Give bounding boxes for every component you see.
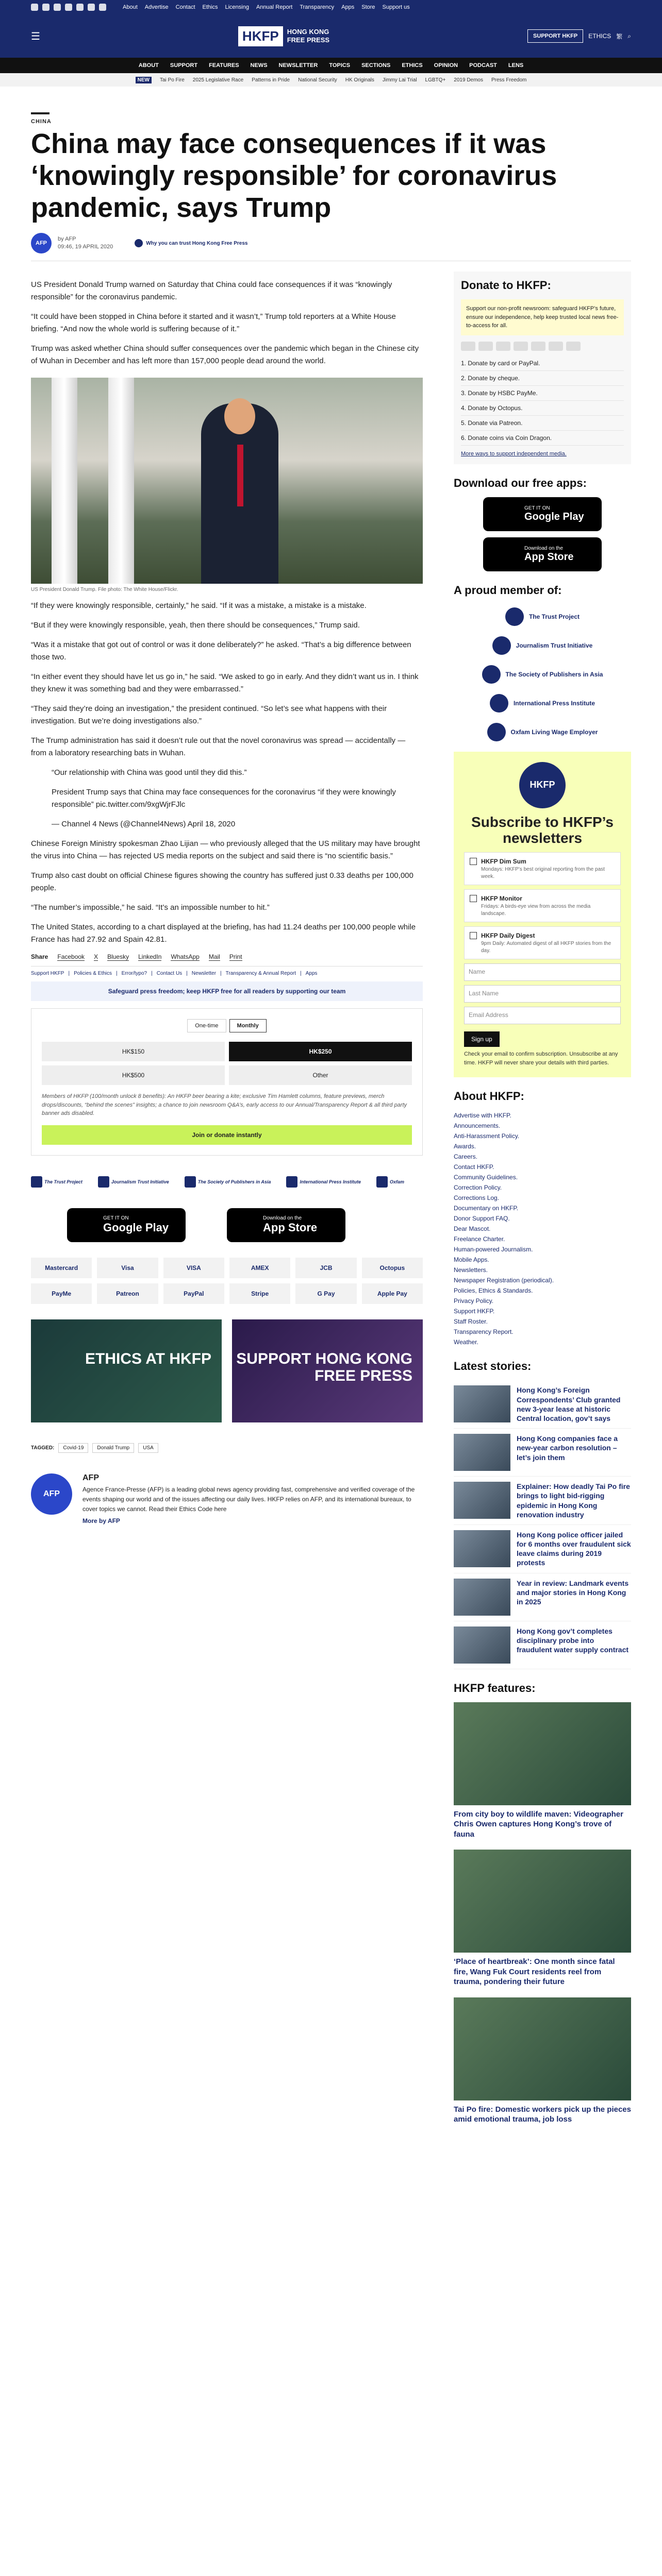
payment-logo: Visa — [97, 1258, 158, 1278]
main-nav — [0, 58, 662, 73]
payment-logo: PayMe — [31, 1283, 92, 1304]
x-icon[interactable] — [42, 4, 49, 11]
monthly-toggle[interactable]: Monthly — [229, 1019, 267, 1032]
about-link[interactable]: Staff Roster. — [454, 1318, 488, 1326]
tag[interactable]: Covid-19 — [58, 1443, 88, 1453]
tweet-source[interactable]: — Channel 4 News (@Channel4News) April 18, 2020 — [52, 820, 236, 829]
checkbox-icon[interactable] — [470, 895, 477, 902]
trending-link[interactable]: 2019 Demos — [454, 77, 483, 83]
payment-logo: G Pay — [295, 1283, 356, 1304]
amount-option[interactable]: HK$150 — [42, 1042, 225, 1061]
trending-link[interactable]: National Security — [298, 77, 337, 83]
payment-logo: PayPal — [163, 1283, 224, 1304]
member-logo[interactable]: The Trust Project — [454, 607, 631, 626]
embedded-tweet — [52, 767, 423, 831]
trending-link[interactable]: Press Freedom — [491, 77, 527, 83]
support-link[interactable]: Support HKFP — [31, 971, 64, 977]
nav-item[interactable]: NEWSLETTER — [278, 62, 318, 69]
nav-item[interactable]: SECTIONS — [361, 62, 391, 69]
about-link[interactable]: Dear Mascot. — [454, 1225, 491, 1233]
nav-item[interactable]: SUPPORT — [170, 62, 198, 69]
support-link[interactable]: Newsletter — [191, 971, 217, 977]
share-facebook[interactable]: Facebook — [57, 953, 85, 961]
donate-heading: Donate to HKFP: — [461, 279, 551, 292]
paragraph: “The number’s impossible,” he said. “It’s an impossible number to hit.” — [31, 903, 270, 912]
trust-link[interactable] — [135, 239, 247, 247]
card-logos — [461, 342, 624, 351]
site-logo[interactable] — [238, 26, 329, 46]
trust-icon — [135, 239, 143, 247]
threads-icon[interactable] — [88, 4, 95, 11]
latest-story[interactable]: Year in review: Landmark events and major stories in Hong Kong in 2025 — [454, 1573, 631, 1621]
logo-box: HKFP — [238, 26, 283, 46]
donate-widget — [31, 1008, 423, 1156]
payment-logo: Mastercard — [31, 1258, 92, 1278]
trust-text: Why you can trust Hong Kong Free Press — [146, 240, 248, 246]
promo-banners — [31, 1319, 423, 1422]
latest-heading: Latest stories: — [454, 1360, 532, 1373]
email-field[interactable]: Email Address — [464, 1007, 621, 1024]
top-link[interactable]: Ethics — [202, 4, 218, 10]
amount-option[interactable]: Other — [229, 1065, 412, 1085]
paragraph: “But if they were knowingly responsible, yeah, then there should be consequences,” Trump said. — [31, 621, 360, 630]
about-link[interactable]: Donor Support FAQ. — [454, 1215, 510, 1223]
linkedin-icon[interactable] — [76, 4, 84, 11]
google-play-button[interactable]: GET IT ON Google Play — [67, 1208, 186, 1242]
nav-item[interactable]: OPINION — [434, 62, 458, 69]
newsletter-heading: Subscribe to HKFP’s newsletters — [471, 814, 614, 846]
donate-banner[interactable]: Support our non-profit newsroom: safeguard HKFP’s future, ensure our independence, help keep trusted local news free-to-access for all. — [461, 299, 624, 335]
share-x[interactable]: X — [94, 953, 98, 961]
donate-method[interactable]: 3. Donate by HSBC PayMe. — [461, 386, 624, 401]
sidebar-donate — [454, 272, 631, 464]
support-link[interactable]: Apps — [305, 971, 318, 977]
payment-logo: JCB — [295, 1258, 356, 1278]
trending-link[interactable]: Jimmy Lai Trial — [382, 77, 417, 83]
ethics-link[interactable]: ETHICS — [588, 32, 611, 40]
partner-logo[interactable]: International Press Institute — [286, 1176, 361, 1188]
latest-story[interactable]: Explainer: How deadly Tai Po fire brings to light bid-rigging epidemic in Hong Kong renovation industry — [454, 1477, 631, 1525]
member-logo[interactable]: Journalism Trust Initiative — [454, 636, 631, 655]
logo-text: HONG KONG FREE PRESS — [287, 28, 330, 44]
newsletter-logo: HKFP — [519, 762, 566, 808]
article-category[interactable]: CHINA — [31, 118, 52, 125]
publish-date: 09:46, 19 APRIL 2020 — [58, 244, 113, 250]
amount-option[interactable]: HK$500 — [42, 1065, 225, 1085]
share-print[interactable]: Print — [229, 953, 242, 961]
top-link[interactable]: Annual Report — [256, 4, 293, 10]
latest-story[interactable]: Hong Kong companies face a new-year carbon resolution – let’s join them — [454, 1429, 631, 1477]
nav-item[interactable]: ETHICS — [402, 62, 423, 69]
donate-method[interactable]: 4. Donate by Octopus. — [461, 401, 624, 416]
payment-logo: VISA — [163, 1258, 224, 1278]
membership-note: Members of HKFP (100/month unlock 8 benefits): An HKFP beer bearing a kite; exclusive Tim Hamlett columns, feature previews, merch drops/discounts, “behind the scenes” insights; a chance to join newsroom Q&A’s, early access to our Annual/Transparency Report & all third party banner ads disabled. — [42, 1093, 407, 1117]
support-link[interactable]: Transparency & Annual Report — [225, 971, 296, 977]
author-box — [31, 1473, 423, 1525]
article-title: China may face consequences if it was ‘knowingly responsible’ for coronavirus pandemic, says Trump — [31, 128, 557, 224]
payment-methods — [31, 1258, 423, 1304]
author-name[interactable]: by AFP — [58, 235, 76, 242]
partner-logo[interactable]: Oxfam — [376, 1176, 404, 1188]
latest-story[interactable]: Hong Kong’s Foreign Correspondents’ Club granted new 3-year lease at historic Central location, gov’t says — [454, 1380, 631, 1429]
support-button[interactable]: SUPPORT HKFP — [527, 29, 583, 43]
top-link[interactable]: Contact — [175, 4, 195, 10]
google-play-button[interactable]: GET IT ON Google Play — [483, 497, 602, 531]
partner-logo[interactable]: The Society of Publishers in Asia — [185, 1176, 271, 1188]
partner-logos — [31, 1176, 423, 1188]
latest-story[interactable]: Hong Kong police officer jailed for 6 months over fraudulent sick leave claims during 2019 protests — [454, 1525, 631, 1573]
newsletter-box — [454, 752, 631, 1078]
feature-story[interactable]: ‘Place of heartbreak’: One month since fatal fire, Wang Fuk Court residents reel from trauma, pondering their future — [454, 1850, 631, 1987]
member-logo[interactable]: Oxfam Living Wage Employer — [454, 723, 631, 741]
tweet-text[interactable]: President Trump says that China may face consequences for the coronavirus “if they were knowingly responsible” pic.twitter.com/9xgWjrFJlc — [52, 788, 396, 809]
paragraph: “It could have been stopped in China before it started and it wasn’t,” Trump told reporters at a White House briefing. “And now the whole world is suffering because of it.” — [31, 312, 396, 334]
checkbox-icon[interactable] — [470, 858, 477, 865]
newsletter-fineprint: Check your email to confirm subscription. Unsubscribe at any time. HKFP will never share your details with third parties. — [464, 1051, 618, 1066]
trending-link[interactable]: 2025 Legislative Race — [192, 77, 244, 83]
author-name[interactable]: AFP — [82, 1473, 99, 1482]
article-photo — [31, 378, 423, 584]
newsletter-option[interactable]: HKFP Monitor Fridays: A birds-eye view from across the media landscape. — [464, 889, 621, 922]
nav-item[interactable]: ABOUT — [138, 62, 159, 69]
donate-method[interactable]: 2. Donate by cheque. — [461, 371, 624, 386]
about-link[interactable]: Freelance Charter. — [454, 1235, 505, 1243]
paragraph: US President Donald Trump warned on Saturday that China could face consequences if it was “knowingly responsible” for the coronavirus pandemic. — [31, 280, 392, 302]
feature-story[interactable]: Tai Po fire: Domestic workers pick up the pieces amid emotional trauma, job loss — [454, 1997, 631, 2125]
support-promo[interactable]: SUPPORT HONG KONG FREE PRESS — [232, 1319, 423, 1422]
about-link[interactable]: Awards. — [454, 1143, 476, 1150]
share-bluesky[interactable]: Bluesky — [107, 953, 129, 961]
safeguard-banner[interactable]: Safeguard press freedom; keep HKFP free for all readers by supporting our team — [31, 981, 423, 1001]
top-bar — [0, 0, 662, 14]
partner-logo[interactable]: Journalism Trust Initiative — [98, 1176, 169, 1188]
about-link[interactable]: Newspaper Registration (periodical). — [454, 1277, 554, 1284]
top-link[interactable]: About — [123, 4, 138, 10]
author-avatar[interactable]: AFP — [31, 233, 52, 253]
author-avatar[interactable]: AFP — [31, 1473, 72, 1515]
newsletter-option[interactable]: HKFP Dim Sum Mondays: HKFP’s best original reporting from the past week. — [464, 852, 621, 885]
amount-option[interactable]: HK$250 — [229, 1042, 412, 1061]
about-link[interactable]: Support HKFP. — [454, 1308, 495, 1315]
about-link[interactable]: Community Guidelines. — [454, 1174, 518, 1181]
top-links — [123, 4, 410, 10]
new-badge: NEW — [136, 77, 152, 83]
share-mail[interactable]: Mail — [208, 953, 220, 961]
member-logo[interactable]: The Society of Publishers in Asia — [454, 665, 631, 684]
paragraph: Trump was asked whether China should suffer consequences over the pandemic which began in the Chinese city of Wuhan in December and has left more than 157,000 people dead around the world. — [31, 344, 419, 366]
support-link[interactable]: Contact Us — [156, 971, 183, 977]
about-link[interactable]: Corrections Log. — [454, 1194, 500, 1202]
paragraph: Trump also cast doubt on official Chinese figures showing the country has suffered just 0.33 deaths per 100,000 people. — [31, 871, 413, 893]
donate-method[interactable]: 1. Donate by card or PayPal. — [461, 356, 624, 371]
app-store-button[interactable]: Download on the App Store — [483, 537, 602, 571]
share-label: Share — [31, 953, 48, 961]
nav-item[interactable]: LENS — [508, 62, 524, 69]
donate-method[interactable]: 6. Donate coins via Coin Dragon. — [461, 431, 624, 446]
share-whatsapp[interactable]: WhatsApp — [171, 953, 200, 961]
join-button[interactable]: Join or donate instantly — [42, 1125, 412, 1145]
apps-heading: Download our free apps: — [454, 476, 587, 489]
payment-logo: Apple Pay — [362, 1283, 423, 1304]
about-link[interactable]: Newsletters. — [454, 1266, 488, 1274]
about-link[interactable]: Transparency Report. — [454, 1328, 514, 1336]
payment-logo: Patreon — [97, 1283, 158, 1304]
menu-icon[interactable]: ☰ — [31, 30, 40, 42]
more-ways-link[interactable]: More ways to support independent media. — [461, 450, 567, 457]
about-link[interactable]: Human-powered Journalism. — [454, 1246, 533, 1253]
about-link[interactable]: Policies, Ethics & Standards. — [454, 1287, 533, 1295]
about-link[interactable]: Documentary on HKFP. — [454, 1205, 519, 1212]
photo-caption: US President Donald Trump. File photo: The White House/Flickr. — [31, 587, 178, 593]
about-link[interactable]: Privacy Policy. — [454, 1297, 494, 1305]
top-link[interactable]: Licensing — [225, 4, 249, 10]
support-links: Support HKFP | Policies & Ethics | Error/typo? | Contact Us | Newsletter | Transparency & Annual Report | Apps — [31, 971, 318, 977]
nav-item[interactable]: PODCAST — [469, 62, 497, 69]
about-link[interactable]: Correction Policy. — [454, 1184, 502, 1192]
paragraph: Chinese Foreign Ministry spokesman Zhao Lijian — who previously alleged that the US military may have brought the virus into China — has rejected US media reports on the subject and said there is “no scientific basis.” — [31, 839, 420, 861]
top-link[interactable]: Apps — [341, 4, 355, 10]
about-link[interactable]: Careers. — [454, 1153, 478, 1161]
youtube-icon[interactable] — [65, 4, 72, 11]
ethics-promo[interactable]: ETHICS AT HKFP — [31, 1319, 222, 1422]
trending-link[interactable]: HK Originals — [345, 77, 374, 83]
language-toggle[interactable]: 繁 — [616, 32, 623, 40]
author-bio: Agence France-Presse (AFP) is a leading global news agency providing fast, comprehensive and verified coverage of the events shaping our world and of the issues affecting our daily lives. HKFP relies on AFP, and its international bureaux, to cover topics we cannot. Read their Ethics Code here — [82, 1485, 415, 1513]
sidebar — [454, 272, 631, 2134]
nav-item[interactable]: FEATURES — [209, 62, 239, 69]
category-bar — [31, 112, 49, 114]
support-link[interactable]: Error/typo? — [121, 971, 147, 977]
support-link[interactable]: Policies & Ethics — [74, 971, 112, 977]
member-logo[interactable]: International Press Institute — [454, 694, 631, 713]
search-icon[interactable]: ⌕ — [627, 32, 631, 40]
about-section — [454, 1090, 631, 1347]
trending-link[interactable]: LGBTQ+ — [425, 77, 446, 83]
about-link[interactable]: Advertise with HKFP. — [454, 1112, 511, 1120]
checkbox-icon[interactable] — [470, 932, 477, 939]
paragraph: The United States, according to a chart displayed at the briefing, has had 11.24 deaths per 100,000 people while France has had 27.92 and Spain 42.81. — [31, 923, 416, 944]
tweet-text: “Our relationship with China was good until they did this.” — [52, 768, 247, 777]
name-field[interactable]: Name — [464, 963, 621, 981]
site-header — [0, 14, 662, 58]
feature-story[interactable]: From city boy to wildlife maven: Videographer Chris Owen captures Hong Kong’s trove of fauna — [454, 1702, 631, 1840]
top-link[interactable]: Store — [361, 4, 375, 10]
about-link[interactable]: Announcements. — [454, 1122, 501, 1130]
trending-link[interactable]: Tai Po Fire — [159, 77, 185, 83]
share-linkedin[interactable]: LinkedIn — [138, 953, 162, 961]
newsletter-option[interactable]: HKFP Daily Digest 9pm Daily: Automated digest of all HKFP stories from the day. — [464, 926, 621, 959]
top-link[interactable]: Transparency — [300, 4, 335, 10]
donate-method[interactable]: 5. Donate via Patreon. — [461, 416, 624, 431]
about-heading: About HKFP: — [454, 1090, 524, 1103]
article-header — [0, 87, 662, 272]
latest-story[interactable]: Hong Kong gov’t completes disciplinary probe into fraudulent water supply contract — [454, 1621, 631, 1669]
about-link[interactable]: Mobile Apps. — [454, 1256, 489, 1264]
more-by-author[interactable]: More by AFP — [82, 1517, 120, 1525]
app-store-button[interactable]: Download on the App Store — [227, 1208, 345, 1242]
about-link[interactable]: Contact HKFP. — [454, 1163, 494, 1171]
nav-item[interactable]: NEWS — [250, 62, 268, 69]
payment-logo: Stripe — [229, 1283, 290, 1304]
payment-logo: Octopus — [362, 1258, 423, 1278]
paragraph: “If they were knowingly responsible, certainly,” he said. “If it was a mistake, a mistake is a mistake. — [31, 601, 367, 611]
signup-button[interactable]: Sign up — [464, 1031, 500, 1047]
article-body — [31, 272, 423, 2134]
partner-logo[interactable]: The Trust Project — [31, 1176, 82, 1188]
payment-logo: AMEX — [229, 1258, 290, 1278]
instagram-icon[interactable] — [54, 4, 61, 11]
trending-link[interactable]: Patterns in Pride — [252, 77, 290, 83]
nav-item[interactable]: TOPICS — [329, 62, 351, 69]
mastodon-icon[interactable] — [99, 4, 106, 11]
tag[interactable]: USA — [138, 1443, 158, 1453]
features-heading: HKFP features: — [454, 1681, 536, 1694]
share-bar — [31, 953, 423, 967]
top-link[interactable]: Support us — [382, 4, 410, 10]
paragraph: “They said they’re doing an investigation,” the president continued. “So let’s see what happens with their investigation. But we’re doing investigations also.” — [31, 704, 387, 726]
facebook-icon[interactable] — [31, 4, 38, 11]
social-icons — [31, 4, 106, 11]
top-link[interactable]: Advertise — [144, 4, 169, 10]
tag[interactable]: Donald Trump — [92, 1443, 134, 1453]
paragraph: “In either event they should have let us go in,” he said. “We asked to go in early. And they didn’t want us in. I think they knew it was something bad and they were embarrassed.” — [31, 672, 419, 694]
last-name-field[interactable]: Last Name — [464, 985, 621, 1003]
byline — [31, 233, 631, 261]
trending-bar — [0, 73, 662, 87]
paragraph: The Trump administration has said it doesn’t rule out that the novel coronavirus was spread — accidentally — from a laboratory researching bats in Wuhan. — [31, 736, 406, 758]
one-time-toggle[interactable]: One-time — [187, 1019, 226, 1032]
tags — [31, 1443, 423, 1453]
tags-label: TAGGED: — [31, 1445, 55, 1451]
paragraph: “Was it a mistake that got out of control or was it done deliberately?” he asked. “That’s a big difference between those two. — [31, 640, 411, 662]
member-heading: A proud member of: — [454, 583, 562, 597]
app-buttons — [67, 1208, 392, 1242]
about-link[interactable]: Weather. — [454, 1338, 478, 1346]
about-link[interactable]: Anti-Harassment Policy. — [454, 1132, 520, 1140]
